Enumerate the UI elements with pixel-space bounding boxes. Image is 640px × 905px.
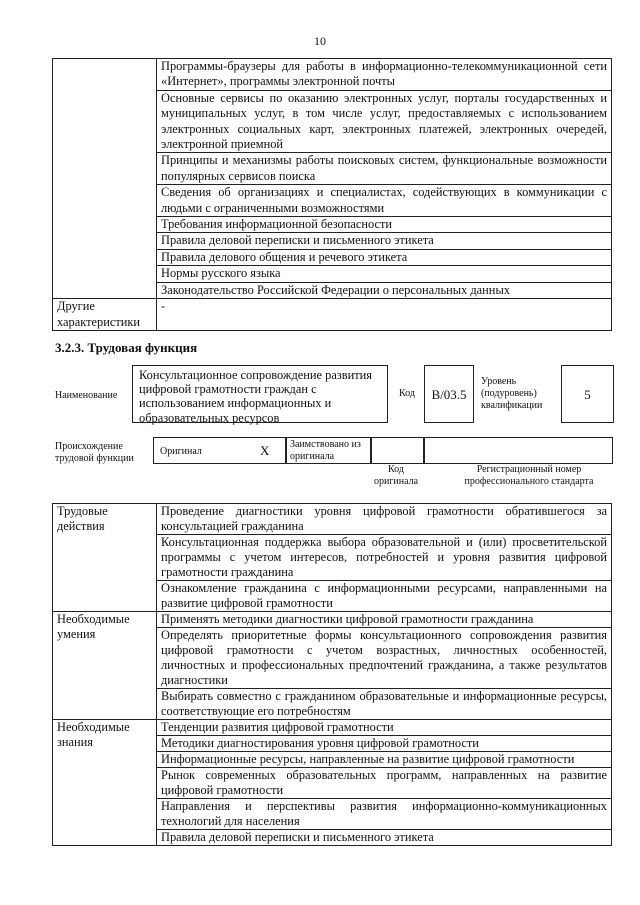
table-cell: Определять приоритетные формы консультационного сопровождения развития цифровой грамотности с учетом возрастных, личностных особенностей, личностных и профессиональных предпочтений гражданина, а также результатов диагностики [157,628,612,689]
table-cell: Методики диагностирования уровня цифровой грамотности [157,736,612,752]
group-label: Необходимые умения [53,612,157,720]
row-label [53,59,157,299]
origin-label: Происхождение трудовой функции [55,441,134,464]
borrowed-text: Заимствовано из оригинала [290,439,361,462]
table-row [53,612,612,628]
table-cell: Основные сервисы по оказанию электронных услуг, порталы государственных и муниципальных услуг, в том числе услуг, предоставляемых с использованием электронных социальных карт, электронных платежей, электронных очередей, электронной приемной [157,90,612,153]
original-cell [153,437,286,464]
table-cell: Рынок современных образовательных программ, направленных на развитие цифровой грамотности [157,768,612,799]
table-row [53,299,612,331]
table-cell: Ознакомление гражданина с информационными ресурсами, направленными на развитие цифровой грамотности [157,581,612,612]
table-cell: Требования информационной безопасности [157,217,612,233]
table-cell: Применять методики диагностики цифровой грамотности гражданина [157,612,612,628]
name-label: Наименование [55,390,118,401]
table-cell: Тенденции развития цифровой грамотности [157,720,612,736]
table-cell: Принципы и механизмы работы поисковых систем, функциональные возможности популярных сервисов поиска [157,153,612,185]
function-details-table [52,503,612,846]
table-cell: Правила деловой переписки и письменного этикета [157,233,612,249]
origin-row [153,437,613,464]
function-name-value: Консультационное сопровождение развития цифровой грамотности граждан с использованием информационных и образовательных ресурсов [132,365,388,423]
table-cell: - [157,299,612,331]
borrowed-cell [286,437,371,464]
reg-number-caption: Регистрационный номер профессионального стандарта [464,464,594,487]
original-code-caption: Код оригинала [373,464,419,487]
table-row [53,720,612,736]
row-label: Другие характеристики [53,299,157,331]
table-cell: Нормы русского языка [157,266,612,282]
table-cell: Выбирать совместно с гражданином образовательные и информационные ресурсы, соответствующие его потребностям [157,689,612,720]
level-label: Уровень (подуровень) квалификации [481,376,543,411]
table-cell: Проведение диагностики уровня цифровой грамотности обратившегося за консультацией гражданина [157,504,612,535]
function-code-value: B/03.5 [424,365,474,423]
table-cell: Законодательство Российской Федерации о персональных данных [157,282,612,298]
page-number: 10 [314,34,326,48]
table-cell: Программы-браузеры для работы в информационно-телекоммуникационной сети «Интернет», программы электронной почты [157,59,612,91]
table-cell: Сведения об организациях и специалистах, содействующих в коммуникации с людьми с ограниченными возможностями [157,185,612,217]
knowledge-continuation-table [52,58,612,331]
table-row [53,59,612,91]
original-text: Оригинал [160,446,202,457]
group-label: Трудовые действия [53,504,157,612]
table-cell: Направления и перспективы развития информационно-коммуникационных технологий для населения [157,799,612,830]
table-cell: Информационные ресурсы, направленные на развитие цифровой грамотности [157,752,612,768]
code-label: Код [399,388,415,399]
table-cell: Правила делового общения и речевого этикета [157,249,612,265]
table-cell: Правила деловой переписки и письменного этикета [157,830,612,846]
level-value: 5 [561,365,614,423]
table-row [53,504,612,535]
group-label: Необходимые знания [53,720,157,846]
reg-number-cell [424,437,613,464]
original-mark: X [260,443,270,458]
section-title: 3.2.3. Трудовая функция [55,340,198,355]
table-cell: Консультационная поддержка выбора образовательной и (или) просветительской программы с учетом интересов, потребностей и уровня развития цифровой грамотности гражданина [157,535,612,581]
original-code-cell [371,437,424,464]
